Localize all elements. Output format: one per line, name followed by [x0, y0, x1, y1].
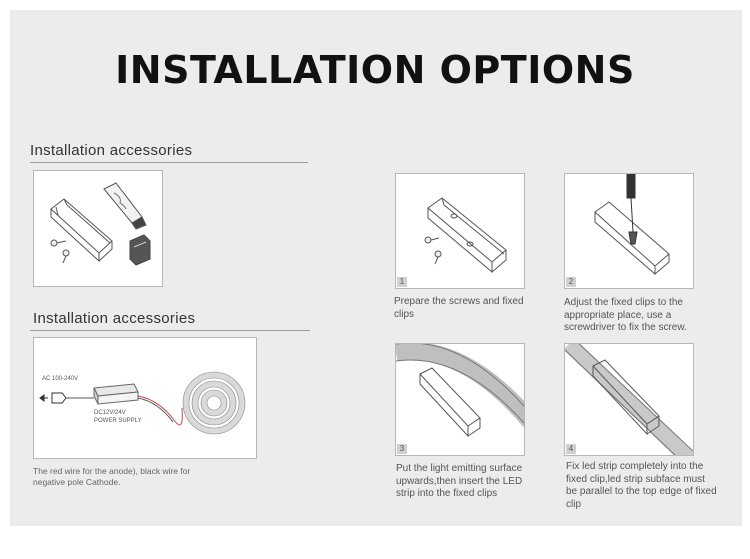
led-strip-illustration — [569, 344, 694, 456]
accessories-heading-bottom: Installation accessories — [33, 310, 196, 327]
mounting-channel-illustration — [51, 199, 112, 261]
plug-icon — [40, 393, 66, 403]
step-1-caption — [394, 296, 544, 321]
step-4-image — [564, 343, 694, 456]
screw-illustration — [425, 237, 441, 264]
step-2-caption-line: Adjust the fixed clips to the — [564, 297, 683, 308]
supply-label-line1: DC12V/24V — [94, 410, 126, 416]
power-supply-diagram — [33, 337, 257, 459]
supply-label-line2: POWER SUPPLY — [94, 418, 142, 424]
led-strip-illustration — [396, 351, 525, 428]
step-1-image — [395, 173, 525, 289]
step-number-1: 1 — [397, 277, 407, 287]
step-4-caption-line: Fix led strip completely into the — [566, 461, 704, 472]
wire-caption-line2: negative pole Cathode. — [33, 477, 121, 487]
glue-tube-illustration — [104, 183, 146, 229]
step-3-caption-line: strip into the fixed clips — [396, 488, 498, 499]
wire-caption — [33, 466, 273, 488]
step-4-caption-line: clip — [566, 498, 582, 510]
step-3-caption-line: Put the light emitting surface — [396, 463, 523, 474]
channel-illustration — [428, 198, 506, 272]
accessories-divider-bottom — [30, 330, 310, 331]
step-4-caption-line: be parallel to the top edge of fixed — [566, 486, 717, 497]
step-number-4: 4 — [566, 444, 576, 454]
step-number-2: 2 — [566, 277, 576, 287]
accessories-heading-top: Installation accessories — [30, 142, 193, 159]
step-number-3: 3 — [397, 444, 407, 454]
led-strip-coil — [186, 375, 242, 431]
step-2-caption-line: screwdriver to fix the screw. — [564, 322, 687, 333]
accessories-divider-top — [30, 162, 308, 163]
step-3-caption — [396, 463, 546, 501]
screw-illustration — [51, 240, 69, 263]
ac-voltage-label: AC 100-240V — [42, 376, 79, 382]
page-title: INSTALLATION OPTIONS — [115, 48, 635, 92]
step-2-image — [564, 173, 694, 289]
step-1-caption-line: clips — [394, 308, 415, 320]
step-4-caption — [566, 461, 742, 511]
step-2-caption — [564, 297, 724, 335]
step-1-caption-line: Prepare the screws and fixed — [394, 296, 524, 307]
accessories-image — [33, 170, 163, 287]
step-3-image — [395, 343, 525, 456]
step-4-caption-line: fixed clip,led strip subface must — [566, 473, 705, 485]
step-2-caption-line: appropriate place, use a — [564, 309, 672, 321]
end-cap-illustration — [130, 235, 150, 265]
power-supply-box — [94, 384, 138, 404]
step-3-caption-line: upwards,then insert the LED — [396, 475, 523, 487]
screwdriver-illustration — [627, 174, 637, 244]
wire-caption-line1: The red wire for the anode), black wire for — [33, 466, 191, 476]
